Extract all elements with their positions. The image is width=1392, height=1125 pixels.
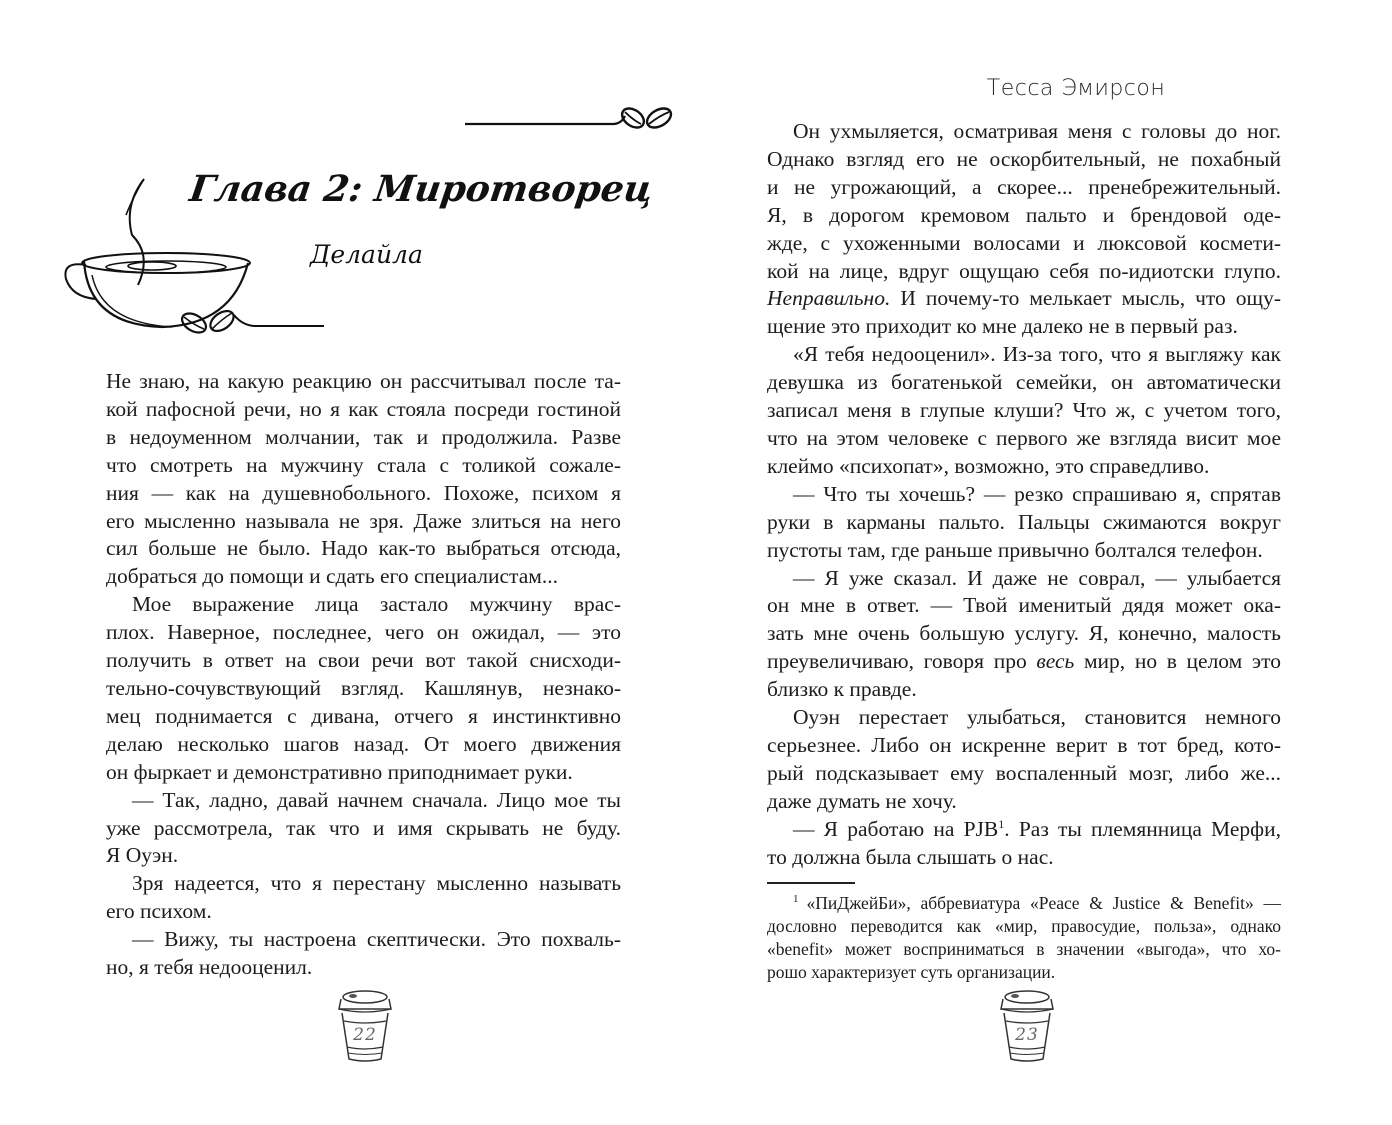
text-run: щение это приходит ко мне далеко не в первый раз. — [767, 314, 1238, 339]
text-run: и не угрожающий, а скорее... пренебрежительный. — [767, 174, 1281, 199]
text-run: то должна была слышать о нас. — [767, 844, 1054, 869]
page-number: 22 — [353, 1025, 377, 1045]
text-line — [767, 313, 1281, 341]
footnote-reference[interactable]: 1 — [998, 816, 1005, 831]
text-line — [767, 118, 1281, 146]
text-line — [767, 620, 1281, 648]
text-line — [767, 648, 1281, 676]
text-line — [767, 341, 1281, 369]
text-run: пустоты там, где раньше привычно болтался телефон. — [767, 537, 1263, 562]
text-run: даже думать не хочу. — [767, 788, 957, 813]
text-run: что смотреть на мужчину стала с толикой сожале- — [106, 452, 621, 477]
text-line — [106, 870, 621, 898]
text-line — [767, 230, 1281, 258]
text-run: Я, в дорогом кремовом пальто и брендовой оде- — [767, 202, 1281, 227]
text-run: что на этом человеке с первого же взгляда висит мое — [767, 425, 1281, 450]
text-run: . Раз ты племянница Мерфи, — [1004, 816, 1281, 841]
text-line — [106, 368, 621, 396]
text-line — [767, 509, 1281, 537]
text-line — [767, 258, 1281, 286]
text-run: его психом. — [106, 899, 212, 924]
text-run: Мое выражение лица застало мужчину врас- — [132, 592, 621, 617]
text-run: кой на лице, вдруг ощущаю себя по-идиотски глупо. — [767, 258, 1281, 283]
text-line — [106, 898, 621, 926]
page-number-right — [987, 985, 1067, 1065]
chapter-pov-name: Делайла — [310, 240, 423, 269]
text-run: — Я уже сказал. И даже не соврал, — улыбается — [793, 565, 1281, 590]
page-number: 23 — [1015, 1025, 1039, 1045]
text-run: И почему-то мелькает мысль, что ощу- — [890, 286, 1281, 311]
text-line — [106, 954, 621, 982]
text-line — [767, 146, 1281, 174]
left-page-body — [106, 368, 621, 982]
text-run: зать мне очень большую услугу. Я, конечно, малость — [767, 621, 1281, 646]
text-line — [767, 397, 1281, 425]
emphasis: весь — [1036, 649, 1075, 674]
text-run: плох. Наверное, последнее, чего он ожидал, — это — [106, 620, 621, 645]
text-run: Однако взгляд его не оскорбительный, не похабный — [767, 146, 1281, 171]
text-line — [767, 938, 1281, 961]
text-run: близко к правде. — [767, 677, 917, 702]
text-run: получить в ответ на свои речи вот такой снисходи- — [106, 648, 621, 673]
text-line — [106, 424, 621, 452]
right-page-body — [767, 118, 1281, 871]
footnote-divider — [767, 882, 855, 884]
text-line — [767, 732, 1281, 760]
emphasis: Неправильно. — [767, 286, 891, 311]
text-line — [106, 452, 621, 480]
text-line — [767, 174, 1281, 202]
running-head-author — [696, 76, 1392, 101]
text-run: руки в карманы пальто. Пальцы сжимаются вокруг — [767, 509, 1281, 534]
text-run: Не знаю, на какую реакцию он рассчитывал после та- — [106, 369, 621, 393]
text-run: жде, с ухоженными волосами и люксовой космети- — [767, 230, 1281, 255]
text-line — [106, 508, 621, 536]
text-run: — Я работаю на PJB — [793, 816, 999, 841]
text-line — [106, 480, 621, 508]
text-line — [106, 815, 621, 843]
text-line — [106, 759, 621, 787]
text-run: девушка из богатенькой семейки, он автоматически — [767, 370, 1281, 395]
text-line — [106, 619, 621, 647]
text-run: Он ухмыляется, осматривая меня с головы до ног. — [793, 119, 1281, 143]
text-line — [767, 537, 1281, 565]
text-line — [767, 676, 1281, 704]
author-name: Тесса Эмирсон — [986, 76, 1166, 101]
text-run: мец поднимается с дивана, отчего я инстинктивно — [106, 703, 621, 728]
page-number-left — [325, 985, 405, 1065]
text-line — [767, 704, 1281, 732]
text-line — [767, 888, 1281, 915]
text-run: дословно переводится как «мир, правосудие, польза», однако — [767, 916, 1281, 937]
text-run: — Что ты хочешь? — резко спрашиваю я, спрятав — [793, 481, 1281, 506]
text-run: уже рассмотрела, так что и имя скрывать не буду. — [106, 815, 621, 840]
text-run: рошо характеризует суть организации. — [767, 962, 1056, 983]
text-line — [106, 787, 621, 815]
text-line — [767, 844, 1281, 872]
text-line — [767, 202, 1281, 230]
text-run: серьезнее. Либо он искренне верит в тот бред, кото- — [767, 732, 1281, 757]
text-run: в недоуменном молчании, так и продолжила. Разве — [106, 424, 621, 449]
text-run: тельно-сочувствующий взгляд. Кашлянув, незнако- — [106, 675, 621, 700]
chapter-title: Глава 2: Миротворец — [187, 168, 656, 210]
text-line — [106, 535, 621, 563]
text-line — [106, 703, 621, 731]
text-line — [106, 842, 621, 870]
text-run: он мне в ответ. — Твой именитый дядя может ока- — [767, 593, 1281, 618]
text-line — [767, 481, 1281, 509]
text-run: «ПиДжейБи», аббревиатура «Peace & Justice & Benefit» — — [806, 892, 1281, 913]
text-run: но, я тебя недооценил. — [106, 955, 313, 980]
text-line — [767, 915, 1281, 938]
text-run: Я Оуэн. — [106, 843, 179, 868]
text-run: клеймо «психопат», возможно, это справедливо. — [767, 453, 1210, 478]
text-line — [106, 647, 621, 675]
text-run: «Я тебя недооценил». Из-за того, что я выгляжу как — [793, 342, 1281, 367]
text-run: записал меня в глупые клуши? Что ж, с учетом того, — [767, 398, 1281, 423]
text-run: — Так, ладно, давай начнем сначала. Лицо мое ты — [132, 787, 621, 812]
text-run: Зря надеется, что я перестану мысленно называть — [132, 871, 621, 896]
coffee-beans-line-icon — [465, 100, 685, 140]
text-run: «benefit» может восприниматься в значении «выгода», что хо- — [767, 939, 1281, 960]
text-run: ния — как на душевнобольного. Похоже, психом я — [106, 480, 621, 505]
text-line — [767, 788, 1281, 816]
text-run: его мысленно называла не зря. Даже злиться на него — [106, 508, 621, 533]
right-page — [696, 0, 1392, 1125]
text-line — [767, 453, 1281, 481]
text-line — [767, 760, 1281, 788]
text-line — [106, 396, 621, 424]
text-line — [106, 591, 621, 619]
text-run: рый подсказывает ему воспаленный мозг, либо же... — [767, 760, 1281, 785]
text-line — [767, 961, 1281, 984]
text-line — [767, 285, 1281, 313]
text-line — [767, 425, 1281, 453]
text-run: преувеличиваю, говоря про — [767, 649, 1037, 674]
text-line — [106, 563, 621, 591]
text-line — [767, 565, 1281, 593]
text-run: Оуэн перестает улыбаться, становится немного — [793, 705, 1281, 730]
footnote-marker: 1 — [793, 893, 799, 905]
text-run: делаю несколько шагов назад. От моего движения — [106, 731, 621, 756]
text-line — [767, 369, 1281, 397]
text-run: — Вижу, ты настроена скептически. Это похваль- — [132, 927, 621, 952]
text-line — [106, 675, 621, 703]
text-line — [106, 731, 621, 759]
footnote — [767, 888, 1281, 985]
text-line — [106, 926, 621, 954]
text-run: добраться до помощи и сдать его специалистам... — [106, 564, 558, 589]
text-run: мир, но в целом это — [1074, 649, 1281, 674]
text-run: сил больше не было. Надо как-то выбраться отсюда, — [106, 536, 621, 561]
text-run: он фыркает и демонстративно приподнимает руки. — [106, 759, 573, 784]
text-line — [767, 592, 1281, 620]
text-run: кой пафосной речи, но я как стояла посреди гостиной — [106, 396, 621, 421]
text-line — [767, 816, 1281, 844]
